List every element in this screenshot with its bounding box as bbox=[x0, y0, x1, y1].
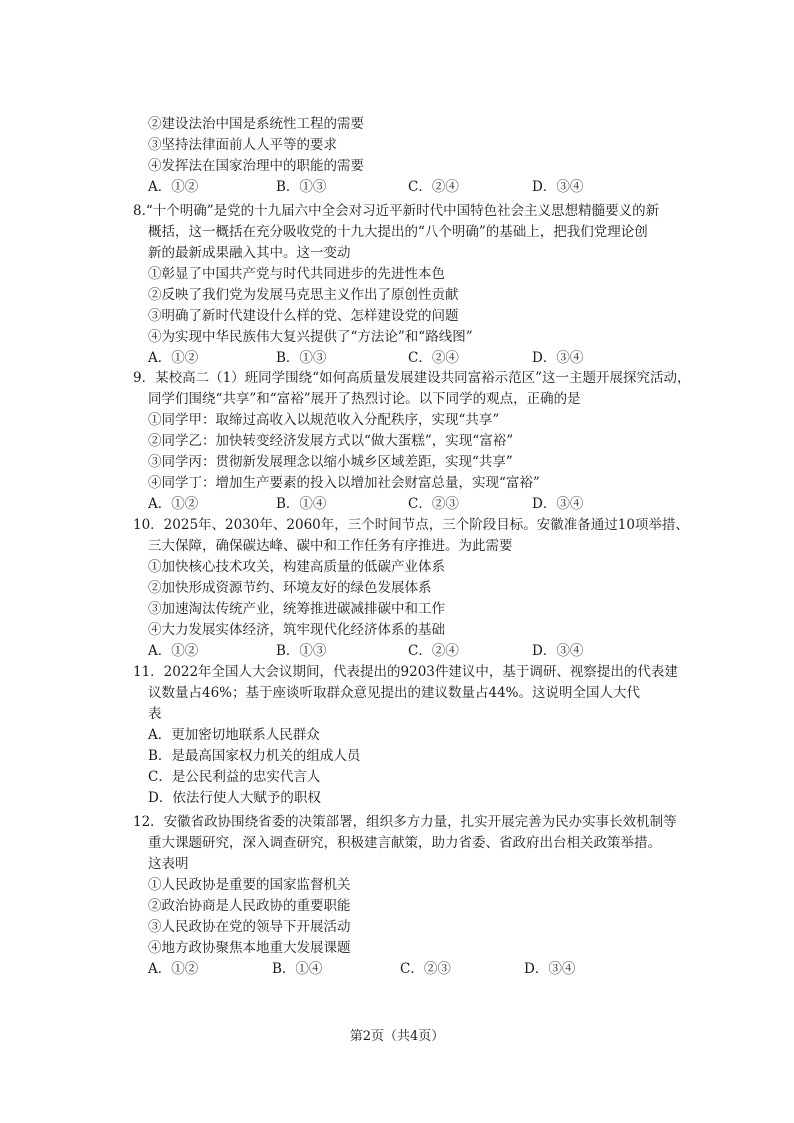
q9-option-c: C．②③ bbox=[408, 496, 459, 512]
q9-item-1: ①同学甲：取缔过高收入以规范收入分配秩序，实现“共享” bbox=[148, 412, 500, 428]
q9-stem-line1: 9．某校高二（1）班同学围绕“如何高质量发展建设共同富裕示范区”这一主题开展探究活动， bbox=[133, 370, 691, 386]
q12-stem-line1: 12．安徽省政协围绕省委的决策部署，组织多方力量，扎实开展完善为民办实事长效机制等 bbox=[133, 814, 677, 830]
q11-option-c: C．是公民利益的忠实代言人 bbox=[148, 769, 321, 785]
page-footer: 第2页（共4页） bbox=[349, 1029, 445, 1044]
q10-item-2: ②加快形成资源节约、环境友好的绿色发展体系 bbox=[148, 580, 432, 596]
q12-item-4: ④地方政协聚焦本地重大发展课题 bbox=[148, 940, 351, 956]
q10-item-1: ①加快核心技术攻关，构建高质量的低碳产业体系 bbox=[148, 559, 445, 575]
q10-option-a: A．①② bbox=[148, 643, 199, 659]
q8-item-4: ④为实现中华民族伟大复兴提供了“方法论”和“路线图” bbox=[148, 329, 473, 345]
q12-stem-line3: 这表明 bbox=[148, 856, 189, 872]
q12-item-2: ②政治协商是人民政协的重要职能 bbox=[148, 898, 351, 914]
q8-stem-line2: 概括，这一概括在充分吸收党的十九大提出的“八个明确”的基础上，把我们党理论创 bbox=[148, 224, 648, 240]
q10-item-4: ④大力发展实体经济，筑牢现代化经济体系的基础 bbox=[148, 622, 445, 638]
q10-option-b: B．①③ bbox=[276, 643, 327, 659]
q11-option-d: D．依法行使人大赋予的职权 bbox=[148, 790, 321, 806]
q12-option-d: D．③④ bbox=[524, 961, 576, 977]
q8-item-2: ②反映了我们党为发展马克思主义作出了原创性贡献 bbox=[148, 287, 459, 303]
q8-stem-line1: 8.“十个明确”是党的十九届六中全会对习近平新时代中国特色社会主义思想精髓要义的新 bbox=[133, 203, 660, 219]
q10-item-3: ③加速淘汰传统产业，统筹推进碳减排碳中和工作 bbox=[148, 601, 445, 617]
q9-stem-line2: 同学们围绕“共享”和“富裕”展开了热烈讨论。以下同学的观点，正确的是 bbox=[148, 391, 581, 407]
q7-item-4: ④发挥法在国家治理中的职能的需要 bbox=[148, 158, 364, 174]
q9-item-3: ③同学丙：贯彻新发展理念以缩小城乡区域差距，实现“共享” bbox=[148, 454, 513, 470]
q11-stem-line2: 议数量占46%；基于座谈听取群众意见提出的建议数量占44%。这说明全国人大代 bbox=[148, 685, 641, 701]
q7-option-b: B．①③ bbox=[276, 179, 327, 195]
q9-option-a: A．①② bbox=[148, 496, 199, 512]
q11-stem-line1: 11．2022年全国人大会议期间，代表提出的9203件建议中，基于调研、视察提出的代表建 bbox=[133, 664, 678, 680]
q9-item-4: ④同学丁：增加生产要素的投入以增加社会财富总量，实现“富裕” bbox=[148, 475, 540, 491]
q10-option-d: D．③④ bbox=[532, 643, 584, 659]
q9-item-2: ②同学乙：加快转变经济发展方式以“做大蛋糕”，实现“富裕” bbox=[148, 433, 514, 449]
q12-option-a: A．①② bbox=[148, 961, 199, 977]
q11-option-a: A．更加密切地联系人民群众 bbox=[148, 727, 320, 743]
q9-option-b: B．①④ bbox=[276, 496, 327, 512]
q11-stem-line3: 表 bbox=[148, 706, 162, 722]
q12-item-1: ①人民政协是重要的国家监督机关 bbox=[148, 877, 351, 893]
q12-item-3: ③人民政协在党的领导下开展活动 bbox=[148, 919, 351, 935]
q7-option-d: D．③④ bbox=[532, 179, 584, 195]
q8-stem-line3: 新的最新成果融入其中。这一变动 bbox=[148, 245, 351, 261]
q8-item-3: ③明确了新时代建设什么样的党、怎样建设党的问题 bbox=[148, 308, 459, 324]
q11-option-b: B．是最高国家权力机关的组成人员 bbox=[148, 748, 361, 764]
q8-option-b: B．①③ bbox=[276, 350, 327, 366]
q7-item-3: ③坚持法律面前人人平等的要求 bbox=[148, 137, 337, 153]
q12-option-c: C．②③ bbox=[400, 961, 451, 977]
q8-option-c: C．②④ bbox=[408, 350, 459, 366]
q7-option-c: C．②④ bbox=[408, 179, 459, 195]
q7-option-a: A．①② bbox=[148, 179, 199, 195]
q10-option-c: C．②④ bbox=[408, 643, 459, 659]
q7-item-2: ②建设法治中国是系统性工程的需要 bbox=[148, 116, 364, 132]
q8-option-a: A．①② bbox=[148, 350, 199, 366]
q10-stem-line2: 三大保障，确保碳达峰、碳中和工作任务有序推进。为此需要 bbox=[148, 538, 513, 554]
q8-item-1: ①彰显了中国共产党与时代共同进步的先进性本色 bbox=[148, 266, 445, 282]
q9-option-d: D．③④ bbox=[532, 496, 584, 512]
q12-stem-line2: 重大课题研究，深入调查研究，积极建言献策，助力省委、省政府出台相关政策举措。 bbox=[148, 835, 661, 851]
q8-option-d: D．③④ bbox=[532, 350, 584, 366]
q10-stem-line1: 10．2025年、2030年、2060年，三个时间节点，三个阶段目标。安徽准备通过10项举措、 bbox=[133, 517, 689, 533]
q12-option-b: B．①④ bbox=[272, 961, 323, 977]
